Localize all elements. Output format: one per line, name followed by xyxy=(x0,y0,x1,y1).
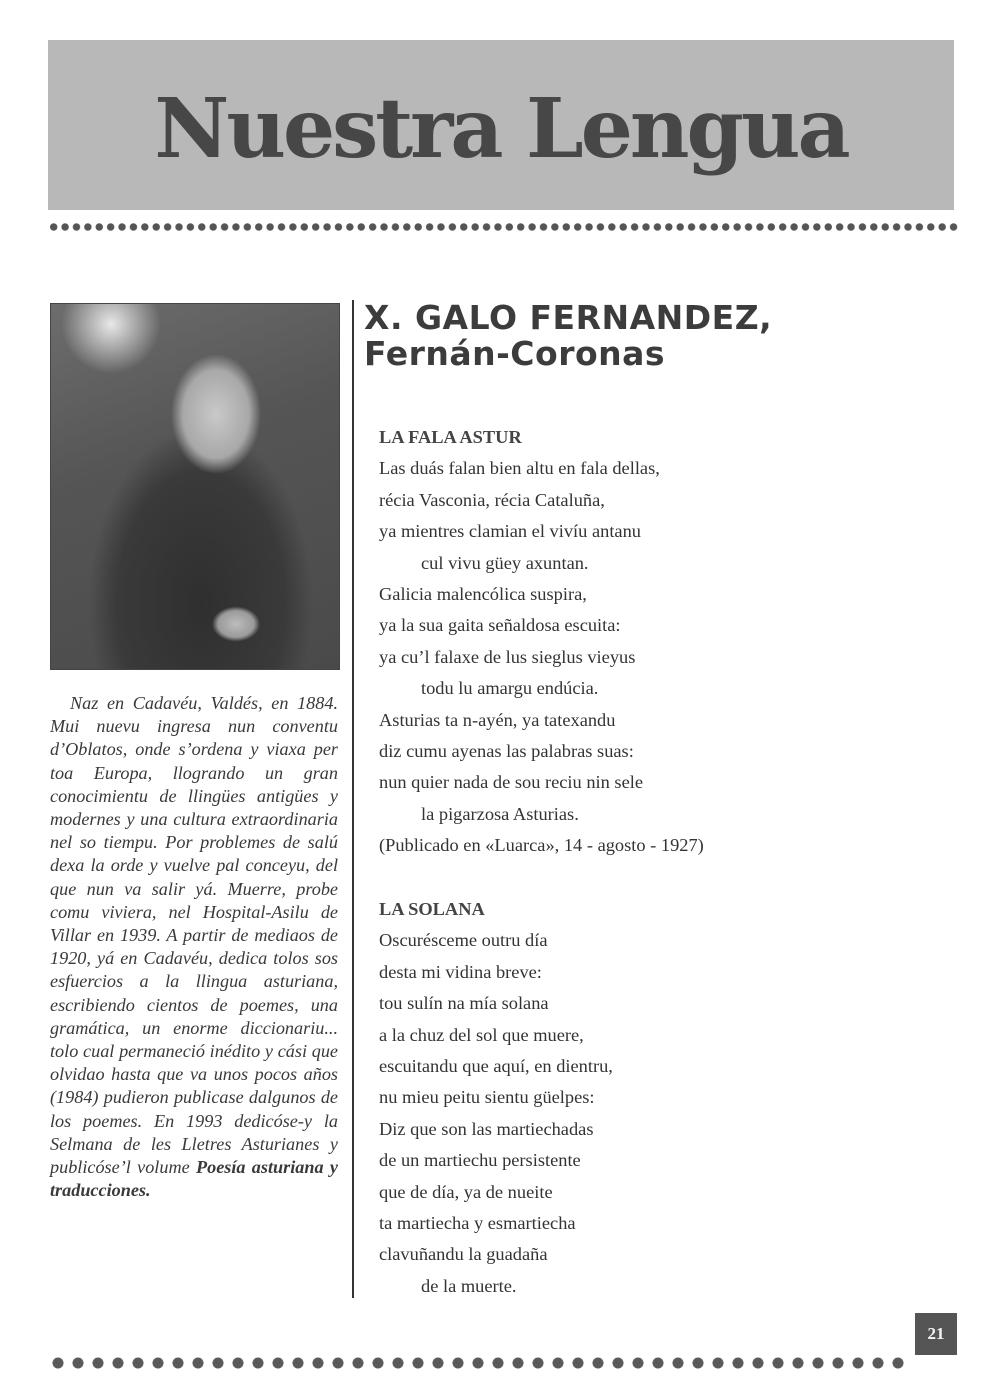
poem-line: cul vivu güey axuntan. xyxy=(421,552,589,573)
poem-line: desta mi vidina breve: xyxy=(379,961,542,982)
poem-line: récia Vasconia, récia Cataluña, xyxy=(379,489,605,510)
poem-line: que de día, ya de nueite xyxy=(379,1181,553,1202)
poem-line: escuitandu que aquí, en dientru, xyxy=(379,1056,613,1077)
poem-line: de un martiechu persistente xyxy=(379,1150,581,1171)
poem-line: Asturias ta n-ayén, ya tatexandu xyxy=(379,709,616,730)
poem-la-fala-astur xyxy=(379,422,704,862)
poem-line: Oscurésceme outru día xyxy=(379,930,548,951)
poem-line: Galicia malencólica suspira, xyxy=(379,584,587,605)
poem-title: LA SOLANA xyxy=(379,899,485,919)
poem-line: nu mieu peitu sientu güelpes: xyxy=(379,1087,595,1108)
poem-line: ya mientres clamian el vivíu antanu xyxy=(379,521,641,542)
author-full-name: X. GALO FERNANDEZ, xyxy=(364,298,773,337)
poem-line: Las duás falan bien altu en fala dellas, xyxy=(379,458,660,479)
header-band xyxy=(48,40,954,210)
author-biography xyxy=(50,692,338,1202)
author-heading xyxy=(364,300,772,372)
poem-line: la pigarzosa Asturias. xyxy=(421,803,579,824)
author-portrait-photo xyxy=(50,303,340,670)
poem-la-solana xyxy=(379,894,613,1302)
dotted-divider-bottom xyxy=(48,1355,904,1371)
poem-lines xyxy=(379,453,704,861)
book-title: Poesía asturiana y traducciones. xyxy=(50,1157,338,1201)
section-title: Nuestra Lengua xyxy=(154,81,848,177)
bio-text: Naz en Cadavéu, Valdés, en 1884. Mui nuevu ingresa nun conventu d’Oblatos, onde s’ordena y viaxa per toa Europa, llogrando un gran conocimientu de llingües antigües y modernes y una cultura extraordinaria nel so tiempu. Por problemes de salú dexa la orde y vuelve pal conceyu, del que nun va salir yá. Muerre, probe comu viviera, nel Hospital-Asilu de Villar en 1939. A partir de mediaos de 1920, yá en Cadavéu, dedica tolos sos esfuercios a la llingua asturiana, escribiendo cientos de poemes, una gramática, un enorme diccionariu... tolo cual permaneció inédito y cási que olvidao hasta que va unos pocos años (1984) pudieron publicase dalgunos de los poemes. En 1993 dedicóse-y la Selmana de les Lletres Asturianes y publicóse’l volume xyxy=(50,693,338,1178)
poem-line: ya la sua gaita señaldosa escuita: xyxy=(379,615,621,636)
poem-line: diz cumu ayenas las palabras suas: xyxy=(379,741,634,762)
page-number: 21 xyxy=(915,1313,957,1355)
poem-line: tou sulín na mía solana xyxy=(379,993,549,1014)
poem-line: a la chuz del sol que muere, xyxy=(379,1024,584,1045)
poem-line: (Publicado en «Luarca», 14 - agosto - 1927) xyxy=(379,835,704,856)
poem-line: clavuñandu la guadaña xyxy=(379,1244,548,1265)
poem-lines xyxy=(379,925,613,1302)
poem-line: nun quier nada de sou reciu nin sele xyxy=(379,772,644,793)
poem-line: de la muerte. xyxy=(421,1275,517,1296)
poem-line: todu lu amargu endúcia. xyxy=(421,678,599,699)
poem-line: Diz que son las martiechadas xyxy=(379,1118,594,1139)
poem-line: ta martiecha y esmartiecha xyxy=(379,1213,576,1234)
author-pseudonym: Fernán-Coronas xyxy=(364,334,666,373)
poem-line: ya cu’l falaxe de lus sieglus vieyus xyxy=(379,646,636,667)
column-divider xyxy=(352,300,354,1298)
dotted-divider-top xyxy=(48,222,958,232)
poem-title: LA FALA ASTUR xyxy=(379,427,522,447)
